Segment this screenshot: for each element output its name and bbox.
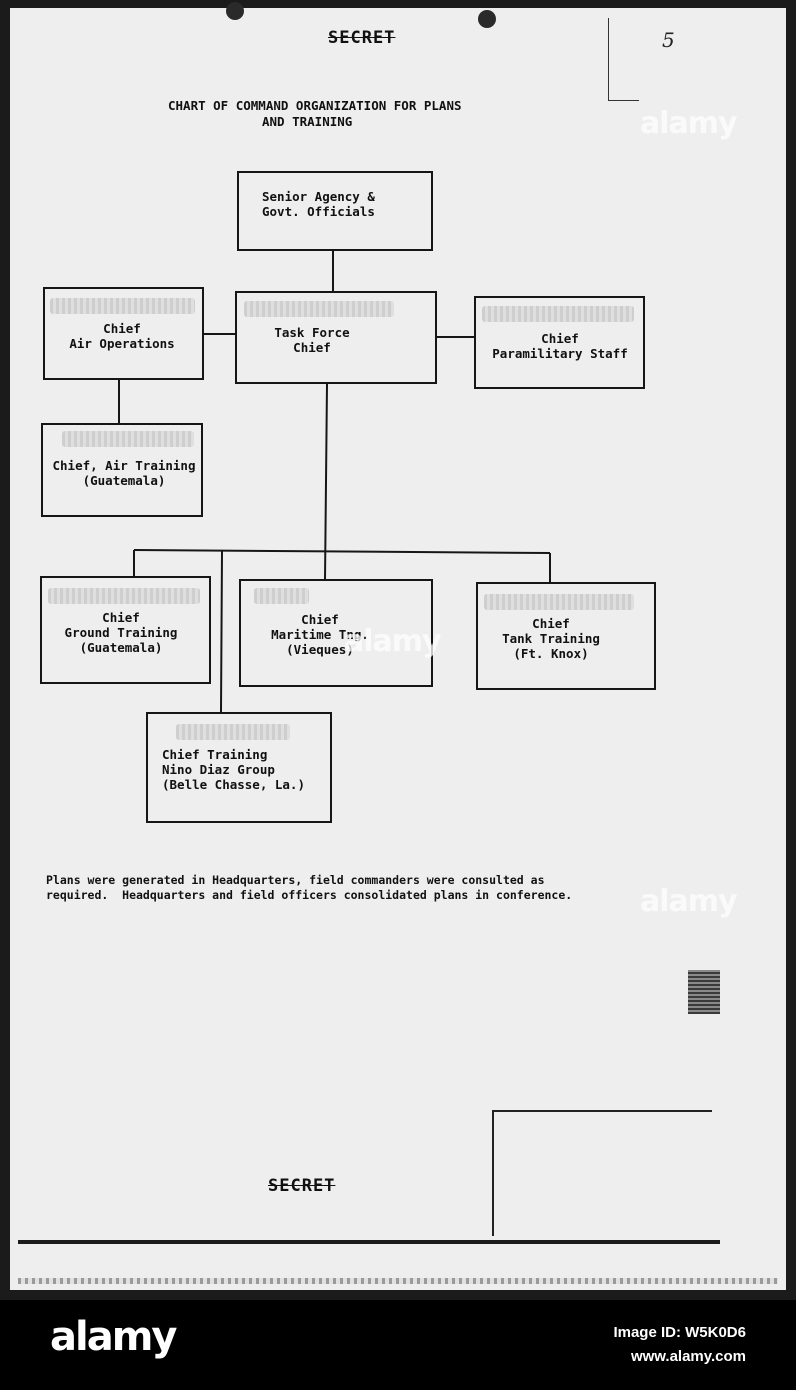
redaction-mark [244,301,394,317]
redaction-mark [62,431,194,447]
watermark-logo: alamy [344,624,441,659]
classification-bottom: SECRET [268,1176,336,1196]
label-nino-diaz-group: Chief Training Nino Diaz Group (Belle Chasse, La.) [162,747,305,792]
redaction-mark [50,298,195,314]
bottom-rule [18,1240,720,1244]
note-line2: required. Headquarters and field officers consolidated plans in conference. [46,888,573,902]
redaction-mark [484,594,634,610]
watermark-logo: alamy [640,884,737,919]
stock-logo: alamy [50,1314,176,1360]
label-maritime-training: Chief Maritime Tng. (Vieques) [271,612,369,657]
label-paramilitary-staff: Chief Paramilitary Staff [492,331,628,361]
redaction-mark [48,588,200,604]
redaction-mark [176,724,290,740]
classification-top: SECRET [328,28,396,48]
redaction-mark [482,306,634,322]
page-number: 5 [662,28,675,52]
bottom-edge-noise [18,1278,778,1284]
watermark-logo: alamy [640,106,737,141]
label-task-force-chief: Task Force Chief [274,325,350,355]
stock-url: www.alamy.com [630,1348,746,1365]
label-senior-officials: Senior Agency & Govt. Officials [262,189,375,219]
note-line1: Plans were generated in Headquarters, field commanders were consulted as [46,873,545,887]
page-title-line1: CHART OF COMMAND ORGANIZATION FOR PLANS [168,98,462,113]
stock-image-id: Image ID: W5K0D6 [613,1324,746,1341]
redaction-mark [254,588,309,604]
page-title-line2: AND TRAINING [262,114,353,129]
label-air-training: Chief, Air Training (Guatemala) [52,458,196,488]
scan-artifact [688,970,720,1014]
label-tank-training: Chief Tank Training (Ft. Knox) [502,616,600,661]
label-ground-training: Chief Ground Training (Guatemala) [64,610,178,655]
stamp-frame [492,1110,712,1236]
stock-footer [0,1300,796,1390]
label-air-operations: Chief Air Operations [69,321,175,351]
